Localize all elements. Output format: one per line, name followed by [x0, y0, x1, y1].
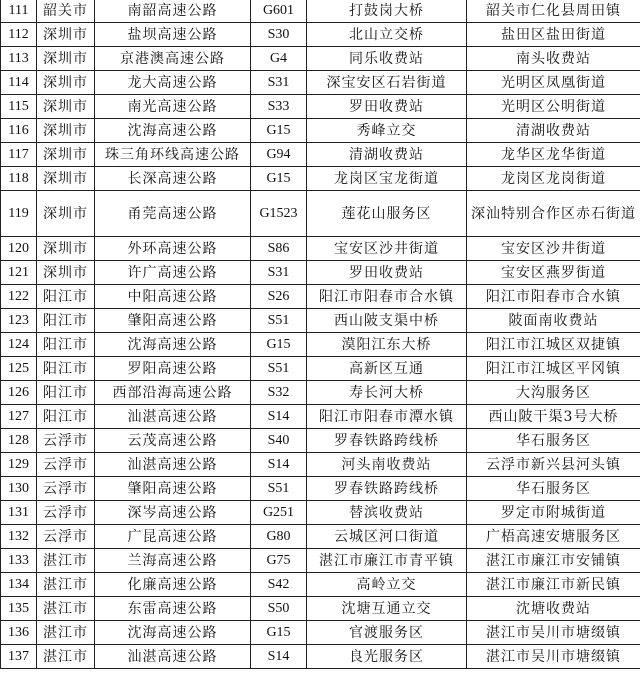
cell-highway-name: 盐坝高速公路 — [95, 23, 251, 47]
cell-city: 阳江市 — [37, 381, 95, 405]
cell-route-code: S51 — [251, 357, 307, 381]
cell-highway-name: 龙大高速公路 — [95, 71, 251, 95]
cell-start-point: 阳江市阳春市潭水镇 — [307, 405, 467, 429]
cell-route-code: S32 — [251, 381, 307, 405]
table-row — [1, 453, 640, 477]
cell-city: 深圳市 — [37, 23, 95, 47]
cell-route-code: G15 — [251, 119, 307, 143]
cell-index: 118 — [1, 167, 37, 191]
cell-highway-name: 沈海高速公路 — [95, 119, 251, 143]
cell-end-point: 深汕特别合作区赤石街道 — [467, 191, 640, 237]
cell-end-point: 阳江市江城区平冈镇 — [467, 357, 640, 381]
cell-city: 深圳市 — [37, 95, 95, 119]
table-row — [1, 573, 640, 597]
cell-route-code: G601 — [251, 0, 307, 23]
cell-route-code: G1523 — [251, 191, 307, 237]
cell-start-point: 罗田收费站 — [307, 95, 467, 119]
cell-city: 深圳市 — [37, 237, 95, 261]
cell-end-point: 韶关市仁化县周田镇 — [467, 0, 640, 23]
cell-start-point: 罗田收费站 — [307, 261, 467, 285]
cell-city: 深圳市 — [37, 119, 95, 143]
cell-start-point: 宝安区沙井街道 — [307, 237, 467, 261]
cell-route-code: S14 — [251, 405, 307, 429]
cell-city: 阳江市 — [37, 333, 95, 357]
cell-highway-name: 京港澳高速公路 — [95, 47, 251, 71]
cell-start-point: 西山陂支渠中桥 — [307, 309, 467, 333]
cell-route-code: G75 — [251, 549, 307, 573]
cell-start-point: 河头南收费站 — [307, 453, 467, 477]
cell-end-point: 湛江市吴川市塘缀镇 — [467, 621, 640, 645]
cell-end-point: 沈塘收费站 — [467, 597, 640, 621]
table-row — [1, 119, 640, 143]
cell-end-point: 宝安区燕罗街道 — [467, 261, 640, 285]
cell-index: 131 — [1, 501, 37, 525]
table-row — [1, 95, 640, 119]
cell-route-code: S31 — [251, 261, 307, 285]
cell-highway-name: 汕湛高速公路 — [95, 645, 251, 669]
cell-city: 韶关市 — [37, 0, 95, 23]
cell-end-point: 宝安区沙井街道 — [467, 237, 640, 261]
cell-index: 130 — [1, 477, 37, 501]
cell-city: 阳江市 — [37, 285, 95, 309]
cell-highway-name: 深岑高速公路 — [95, 501, 251, 525]
table-row — [1, 381, 640, 405]
cell-index: 126 — [1, 381, 37, 405]
cell-end-point: 阳江市江城区双捷镇 — [467, 333, 640, 357]
cell-end-point: 陂面南收费站 — [467, 309, 640, 333]
cell-start-point: 良光服务区 — [307, 645, 467, 669]
cell-highway-name: 外环高速公路 — [95, 237, 251, 261]
table-row — [1, 167, 640, 191]
cell-highway-name: 肇阳高速公路 — [95, 309, 251, 333]
cell-city: 湛江市 — [37, 597, 95, 621]
cell-index: 111 — [1, 0, 37, 23]
cell-city: 云浮市 — [37, 525, 95, 549]
table-row — [1, 597, 640, 621]
cell-end-point: 阳江市阳春市合水镇 — [467, 285, 640, 309]
cell-route-code: S14 — [251, 645, 307, 669]
cell-highway-name: 西部沿海高速公路 — [95, 381, 251, 405]
cell-highway-name: 长深高速公路 — [95, 167, 251, 191]
cell-start-point: 打鼓岗大桥 — [307, 0, 467, 23]
cell-route-code: G94 — [251, 143, 307, 167]
cell-index: 136 — [1, 621, 37, 645]
cell-highway-name: 东雷高速公路 — [95, 597, 251, 621]
cell-route-code: G80 — [251, 525, 307, 549]
cell-end-point: 华石服务区 — [467, 477, 640, 501]
cell-end-point: 大沟服务区 — [467, 381, 640, 405]
cell-route-code: S33 — [251, 95, 307, 119]
cell-route-code: G251 — [251, 501, 307, 525]
cell-index: 125 — [1, 357, 37, 381]
cell-index: 113 — [1, 47, 37, 71]
cell-highway-name: 南光高速公路 — [95, 95, 251, 119]
cell-index: 132 — [1, 525, 37, 549]
table-row — [1, 143, 640, 167]
cell-end-point: 光明区公明街道 — [467, 95, 640, 119]
cell-end-point: 光明区凤凰街道 — [467, 71, 640, 95]
cell-start-point: 北山立交桥 — [307, 23, 467, 47]
cell-route-code: G15 — [251, 167, 307, 191]
cell-route-code: G15 — [251, 333, 307, 357]
table-row — [1, 71, 640, 95]
table-row — [1, 477, 640, 501]
cell-highway-name: 沈海高速公路 — [95, 333, 251, 357]
table-row — [1, 309, 640, 333]
cell-index: 135 — [1, 597, 37, 621]
cell-end-point: 云浮市新兴县河头镇 — [467, 453, 640, 477]
cell-index: 122 — [1, 285, 37, 309]
cell-highway-name: 沈海高速公路 — [95, 621, 251, 645]
cell-city: 深圳市 — [37, 71, 95, 95]
table-row — [1, 525, 640, 549]
cell-highway-name: 汕湛高速公路 — [95, 405, 251, 429]
cell-index: 112 — [1, 23, 37, 47]
cell-city: 阳江市 — [37, 405, 95, 429]
cell-highway-name: 肇阳高速公路 — [95, 477, 251, 501]
table-row — [1, 645, 640, 669]
cell-city: 深圳市 — [37, 261, 95, 285]
cell-city: 阳江市 — [37, 309, 95, 333]
cell-start-point: 秀峰立交 — [307, 119, 467, 143]
cell-highway-name: 珠三角环线高速公路 — [95, 143, 251, 167]
cell-start-point: 高岭立交 — [307, 573, 467, 597]
table-row — [1, 47, 640, 71]
cell-start-point: 罗春铁路跨线桥 — [307, 477, 467, 501]
cell-highway-name: 罗阳高速公路 — [95, 357, 251, 381]
cell-index: 114 — [1, 71, 37, 95]
table-row — [1, 0, 640, 23]
cell-route-code: S51 — [251, 309, 307, 333]
cell-city: 深圳市 — [37, 47, 95, 71]
cell-start-point: 沈塘互通立交 — [307, 597, 467, 621]
cell-start-point: 寿长河大桥 — [307, 381, 467, 405]
cell-route-code: S42 — [251, 573, 307, 597]
cell-start-point: 龙岗区宝龙街道 — [307, 167, 467, 191]
table-row — [1, 285, 640, 309]
cell-highway-name: 中阳高速公路 — [95, 285, 251, 309]
cell-index: 123 — [1, 309, 37, 333]
cell-index: 117 — [1, 143, 37, 167]
cell-route-code: S30 — [251, 23, 307, 47]
cell-city: 湛江市 — [37, 645, 95, 669]
table-row — [1, 621, 640, 645]
cell-start-point: 云城区河口街道 — [307, 525, 467, 549]
cell-end-point: 广梧高速安塘服务区 — [467, 525, 640, 549]
cell-highway-name: 甬莞高速公路 — [95, 191, 251, 237]
cell-city: 云浮市 — [37, 453, 95, 477]
cell-index: 129 — [1, 453, 37, 477]
cell-start-point: 莲花山服务区 — [307, 191, 467, 237]
cell-route-code: S51 — [251, 477, 307, 501]
table-row — [1, 501, 640, 525]
cell-start-point: 替滨收费站 — [307, 501, 467, 525]
cell-index: 127 — [1, 405, 37, 429]
cell-city: 深圳市 — [37, 167, 95, 191]
cell-start-point: 湛江市廉江市青平镇 — [307, 549, 467, 573]
cell-highway-name: 兰海高速公路 — [95, 549, 251, 573]
cell-route-code: S50 — [251, 597, 307, 621]
cell-end-point: 湛江市廉江市安铺镇 — [467, 549, 640, 573]
cell-end-point: 华石服务区 — [467, 429, 640, 453]
table-row — [1, 191, 640, 237]
cell-end-point: 湛江市吴川市塘缀镇 — [467, 645, 640, 669]
cell-index: 124 — [1, 333, 37, 357]
cell-index: 115 — [1, 95, 37, 119]
cell-route-code: S14 — [251, 453, 307, 477]
cell-start-point: 高新区互通 — [307, 357, 467, 381]
cell-index: 137 — [1, 645, 37, 669]
cell-city: 湛江市 — [37, 573, 95, 597]
cell-route-code: S86 — [251, 237, 307, 261]
cell-city: 湛江市 — [37, 549, 95, 573]
cell-index: 121 — [1, 261, 37, 285]
cell-end-point: 罗定市附城街道 — [467, 501, 640, 525]
cell-end-point: 龙华区龙华街道 — [467, 143, 640, 167]
table-row — [1, 261, 640, 285]
cell-highway-name: 南韶高速公路 — [95, 0, 251, 23]
cell-start-point: 深宝安区石岩街道 — [307, 71, 467, 95]
cell-start-point: 官渡服务区 — [307, 621, 467, 645]
table-body — [1, 0, 640, 669]
cell-route-code: G4 — [251, 47, 307, 71]
cell-route-code: S40 — [251, 429, 307, 453]
table-row — [1, 23, 640, 47]
cell-route-code: S31 — [251, 71, 307, 95]
cell-city: 深圳市 — [37, 191, 95, 237]
cell-highway-name: 广昆高速公路 — [95, 525, 251, 549]
cell-city: 湛江市 — [37, 621, 95, 645]
cell-start-point: 阳江市阳春市合水镇 — [307, 285, 467, 309]
cell-end-point: 南头收费站 — [467, 47, 640, 71]
cell-index: 116 — [1, 119, 37, 143]
cell-end-point: 龙岗区龙岗街道 — [467, 167, 640, 191]
cell-start-point: 同乐收费站 — [307, 47, 467, 71]
cell-highway-name: 云茂高速公路 — [95, 429, 251, 453]
cell-start-point: 清湖收费站 — [307, 143, 467, 167]
table-row — [1, 237, 640, 261]
cell-index: 134 — [1, 573, 37, 597]
cell-route-code: G15 — [251, 621, 307, 645]
cell-highway-name: 汕湛高速公路 — [95, 453, 251, 477]
cell-end-point: 西山陂干渠3号大桥 — [467, 405, 640, 429]
cell-index: 119 — [1, 191, 37, 237]
table-row — [1, 357, 640, 381]
table-row — [1, 333, 640, 357]
cell-city: 云浮市 — [37, 429, 95, 453]
cell-city: 云浮市 — [37, 501, 95, 525]
cell-index: 120 — [1, 237, 37, 261]
cell-index: 128 — [1, 429, 37, 453]
cell-end-point: 清湖收费站 — [467, 119, 640, 143]
cell-start-point: 罗春铁路跨线桥 — [307, 429, 467, 453]
cell-city: 阳江市 — [37, 357, 95, 381]
cell-city: 云浮市 — [37, 477, 95, 501]
table-row — [1, 405, 640, 429]
cell-route-code: S26 — [251, 285, 307, 309]
cell-highway-name: 许广高速公路 — [95, 261, 251, 285]
table-row — [1, 429, 640, 453]
cell-end-point: 湛江市廉江市新民镇 — [467, 573, 640, 597]
cell-city: 深圳市 — [37, 143, 95, 167]
cell-start-point: 漠阳江东大桥 — [307, 333, 467, 357]
cell-highway-name: 化廉高速公路 — [95, 573, 251, 597]
table-row — [1, 549, 640, 573]
cell-index: 133 — [1, 549, 37, 573]
cell-end-point: 盐田区盐田街道 — [467, 23, 640, 47]
